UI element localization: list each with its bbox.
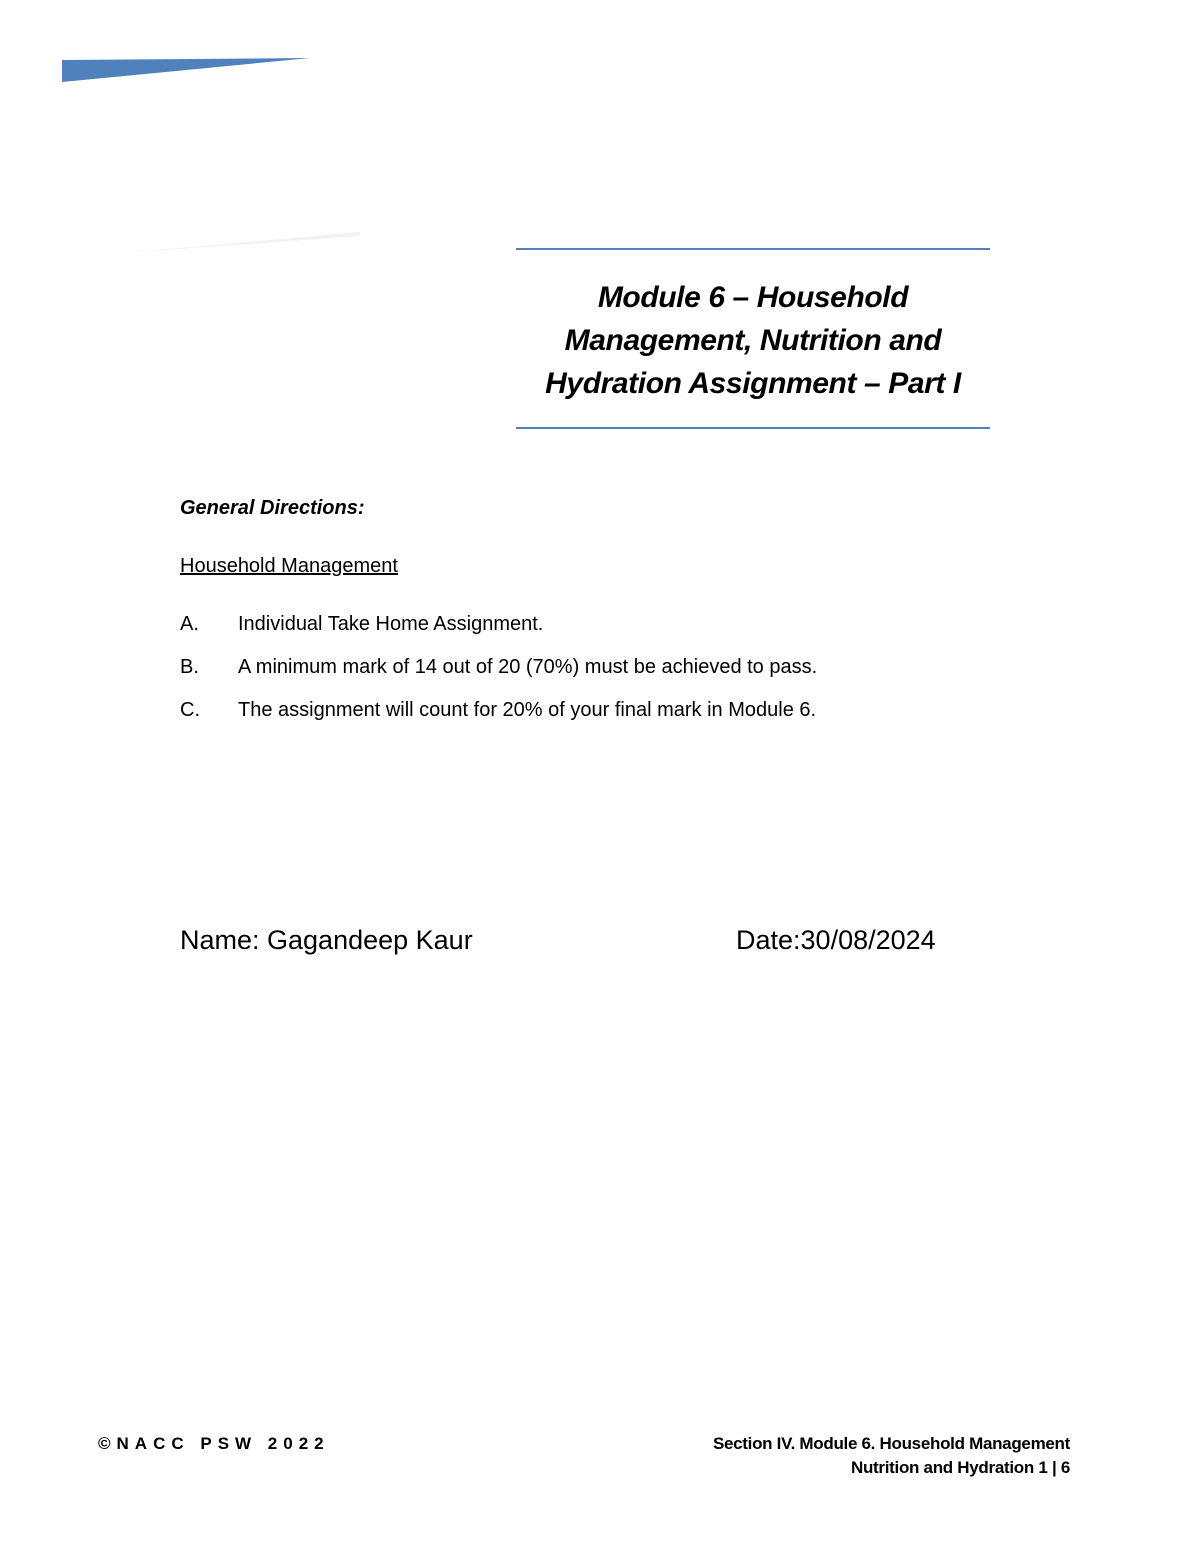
list-item-letter: C.	[180, 699, 200, 721]
faint-decorative-line	[110, 232, 360, 254]
directions-list	[180, 611, 980, 723]
footer-section-line: Nutrition and Hydration	[851, 1458, 1034, 1477]
footer-copyright: ©NACC PSW 2022	[98, 1434, 330, 1453]
footer-section-info	[713, 1432, 1070, 1480]
list-item-text: A minimum mark of 14 out of 20 (70%) must be achieved to pass.	[238, 656, 818, 678]
page-number: 1 | 6	[1038, 1458, 1070, 1477]
general-directions	[180, 495, 980, 740]
submission-date: Date:30/08/2024	[736, 925, 936, 955]
blue-wedge-banner-icon	[62, 58, 310, 82]
list-item-text: Individual Take Home Assignment.	[238, 613, 544, 635]
title-bottom-rule	[516, 427, 990, 429]
list-item-letter: A.	[180, 613, 199, 635]
title-line: Management, Nutrition and	[564, 324, 942, 357]
section-title: Household Management	[180, 555, 398, 577]
footer-section-line: Section IV. Module 6. Household Management	[712, 1434, 1070, 1453]
list-item	[180, 611, 980, 637]
title-line: Hydration Assignment – Part I	[545, 367, 961, 400]
list-item	[180, 697, 980, 723]
title-block	[516, 248, 990, 429]
list-item-letter: B.	[180, 656, 199, 678]
list-item	[180, 654, 980, 680]
directions-heading: General Directions:	[180, 497, 365, 519]
list-item-text: The assignment will count for 20% of your final mark in Module 6.	[238, 699, 817, 721]
document-title	[516, 250, 990, 427]
title-line: Module 6 – Household	[597, 281, 909, 314]
student-name: Name: Gagandeep Kaur	[180, 925, 473, 955]
